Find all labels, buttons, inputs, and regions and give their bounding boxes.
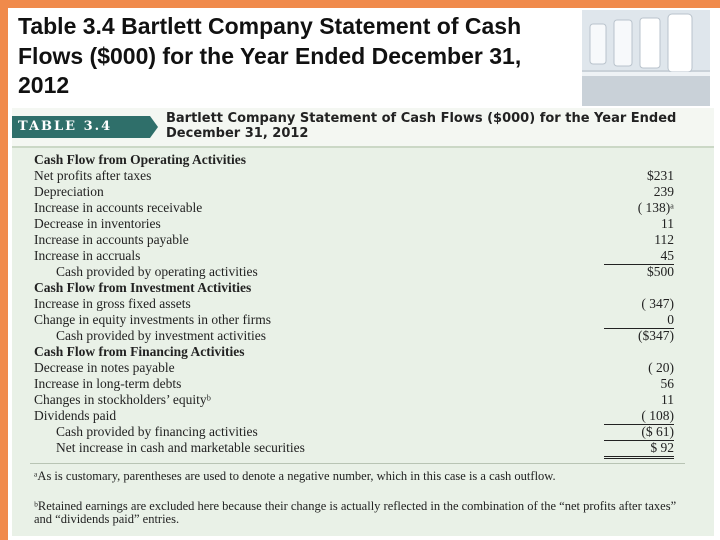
left-accent-border — [0, 0, 8, 540]
row-label: Change in equity investments in other firms — [34, 312, 271, 327]
table-row — [34, 440, 684, 456]
table-row — [34, 312, 684, 328]
row-label: Net profits after taxes — [34, 168, 152, 183]
row-label: Decrease in notes payable — [34, 360, 175, 375]
table-title: Bartlett Company Statement of Cash Flows ($000) for the Year Ended December 31, 2012 — [166, 111, 677, 141]
table-row — [34, 376, 684, 392]
table-row — [34, 296, 684, 312]
row-amount: 56 — [660, 376, 674, 391]
table-row — [34, 232, 684, 248]
row-label: Decrease in inventories — [34, 216, 161, 231]
table-row — [34, 392, 684, 408]
table-row — [34, 280, 684, 296]
row-label: Increase in gross fixed assets — [34, 296, 191, 311]
row-amount: 11 — [661, 392, 674, 407]
table-row — [34, 168, 684, 184]
row-label: Net increase in cash and marketable securities — [56, 440, 305, 455]
footnote-b: ᵇRetained earnings are excluded here because their change is actually reflected in the combination of the “net profits after taxes” and “dividends paid” entries. — [34, 499, 677, 526]
row-label: Increase in accounts payable — [34, 232, 189, 247]
row-label: Cash provided by investment activities — [56, 328, 266, 343]
row-amount: ( 20) — [648, 360, 674, 375]
table-row — [34, 408, 684, 424]
row-label: Cash Flow from Investment Activities — [34, 280, 252, 295]
table-row — [34, 344, 684, 360]
row-amount: ( 138)ᵃ — [637, 200, 674, 215]
table-row — [34, 360, 684, 376]
footnote-divider — [30, 463, 685, 464]
row-label: Cash provided by operating activities — [56, 264, 258, 279]
row-amount: 45 — [604, 248, 674, 265]
row-amount: ($ 61) — [604, 424, 674, 441]
row-label: Cash provided by financing activities — [56, 424, 258, 439]
row-label: Increase in accounts receivable — [34, 200, 203, 215]
row-amount: 239 — [653, 184, 674, 199]
row-amount: $231 — [647, 168, 674, 183]
row-amount: ( 108) — [604, 408, 674, 425]
row-label: Depreciation — [34, 184, 104, 199]
row-label: Cash Flow from Financing Activities — [34, 344, 245, 359]
row-amount: 112 — [654, 232, 674, 247]
table-row — [34, 200, 684, 216]
table-row — [34, 184, 684, 200]
table-row — [34, 152, 684, 168]
row-amount: $ 92 — [604, 440, 674, 459]
table-row — [34, 216, 684, 232]
table-label-arrow — [150, 116, 158, 138]
table-row — [34, 328, 684, 344]
row-amount: 11 — [661, 216, 674, 231]
top-accent-border — [0, 0, 720, 8]
footnote-a: ᵃAs is customary, parentheses are used to denote a negative number, which in this case is a cash outflow. — [34, 469, 556, 483]
row-label: Increase in long-term debts — [34, 376, 182, 391]
table-row — [34, 264, 684, 280]
row-amount: ( 347) — [641, 296, 674, 311]
office-chairs-photo — [582, 10, 710, 106]
table-header — [12, 108, 714, 148]
row-amount: $500 — [647, 264, 674, 279]
row-label: Increase in accruals — [34, 248, 141, 263]
row-amount: ($347) — [638, 328, 674, 343]
row-label: Cash Flow from Operating Activities — [34, 152, 246, 167]
cash-flow-table-panel — [12, 108, 714, 536]
table-row — [34, 424, 684, 440]
row-label: Dividends paid — [34, 408, 117, 423]
table-number-label: TABLE 3.4 — [12, 116, 150, 138]
row-label: Changes in stockholders’ equityᵇ — [34, 392, 211, 407]
slide-title: Table 3.4 Bartlett Company Statement of Cash Flows ($000) for the Year Ended December 31, 2012 — [18, 13, 522, 98]
row-amount: 0 — [604, 312, 674, 329]
table-row — [34, 248, 684, 264]
